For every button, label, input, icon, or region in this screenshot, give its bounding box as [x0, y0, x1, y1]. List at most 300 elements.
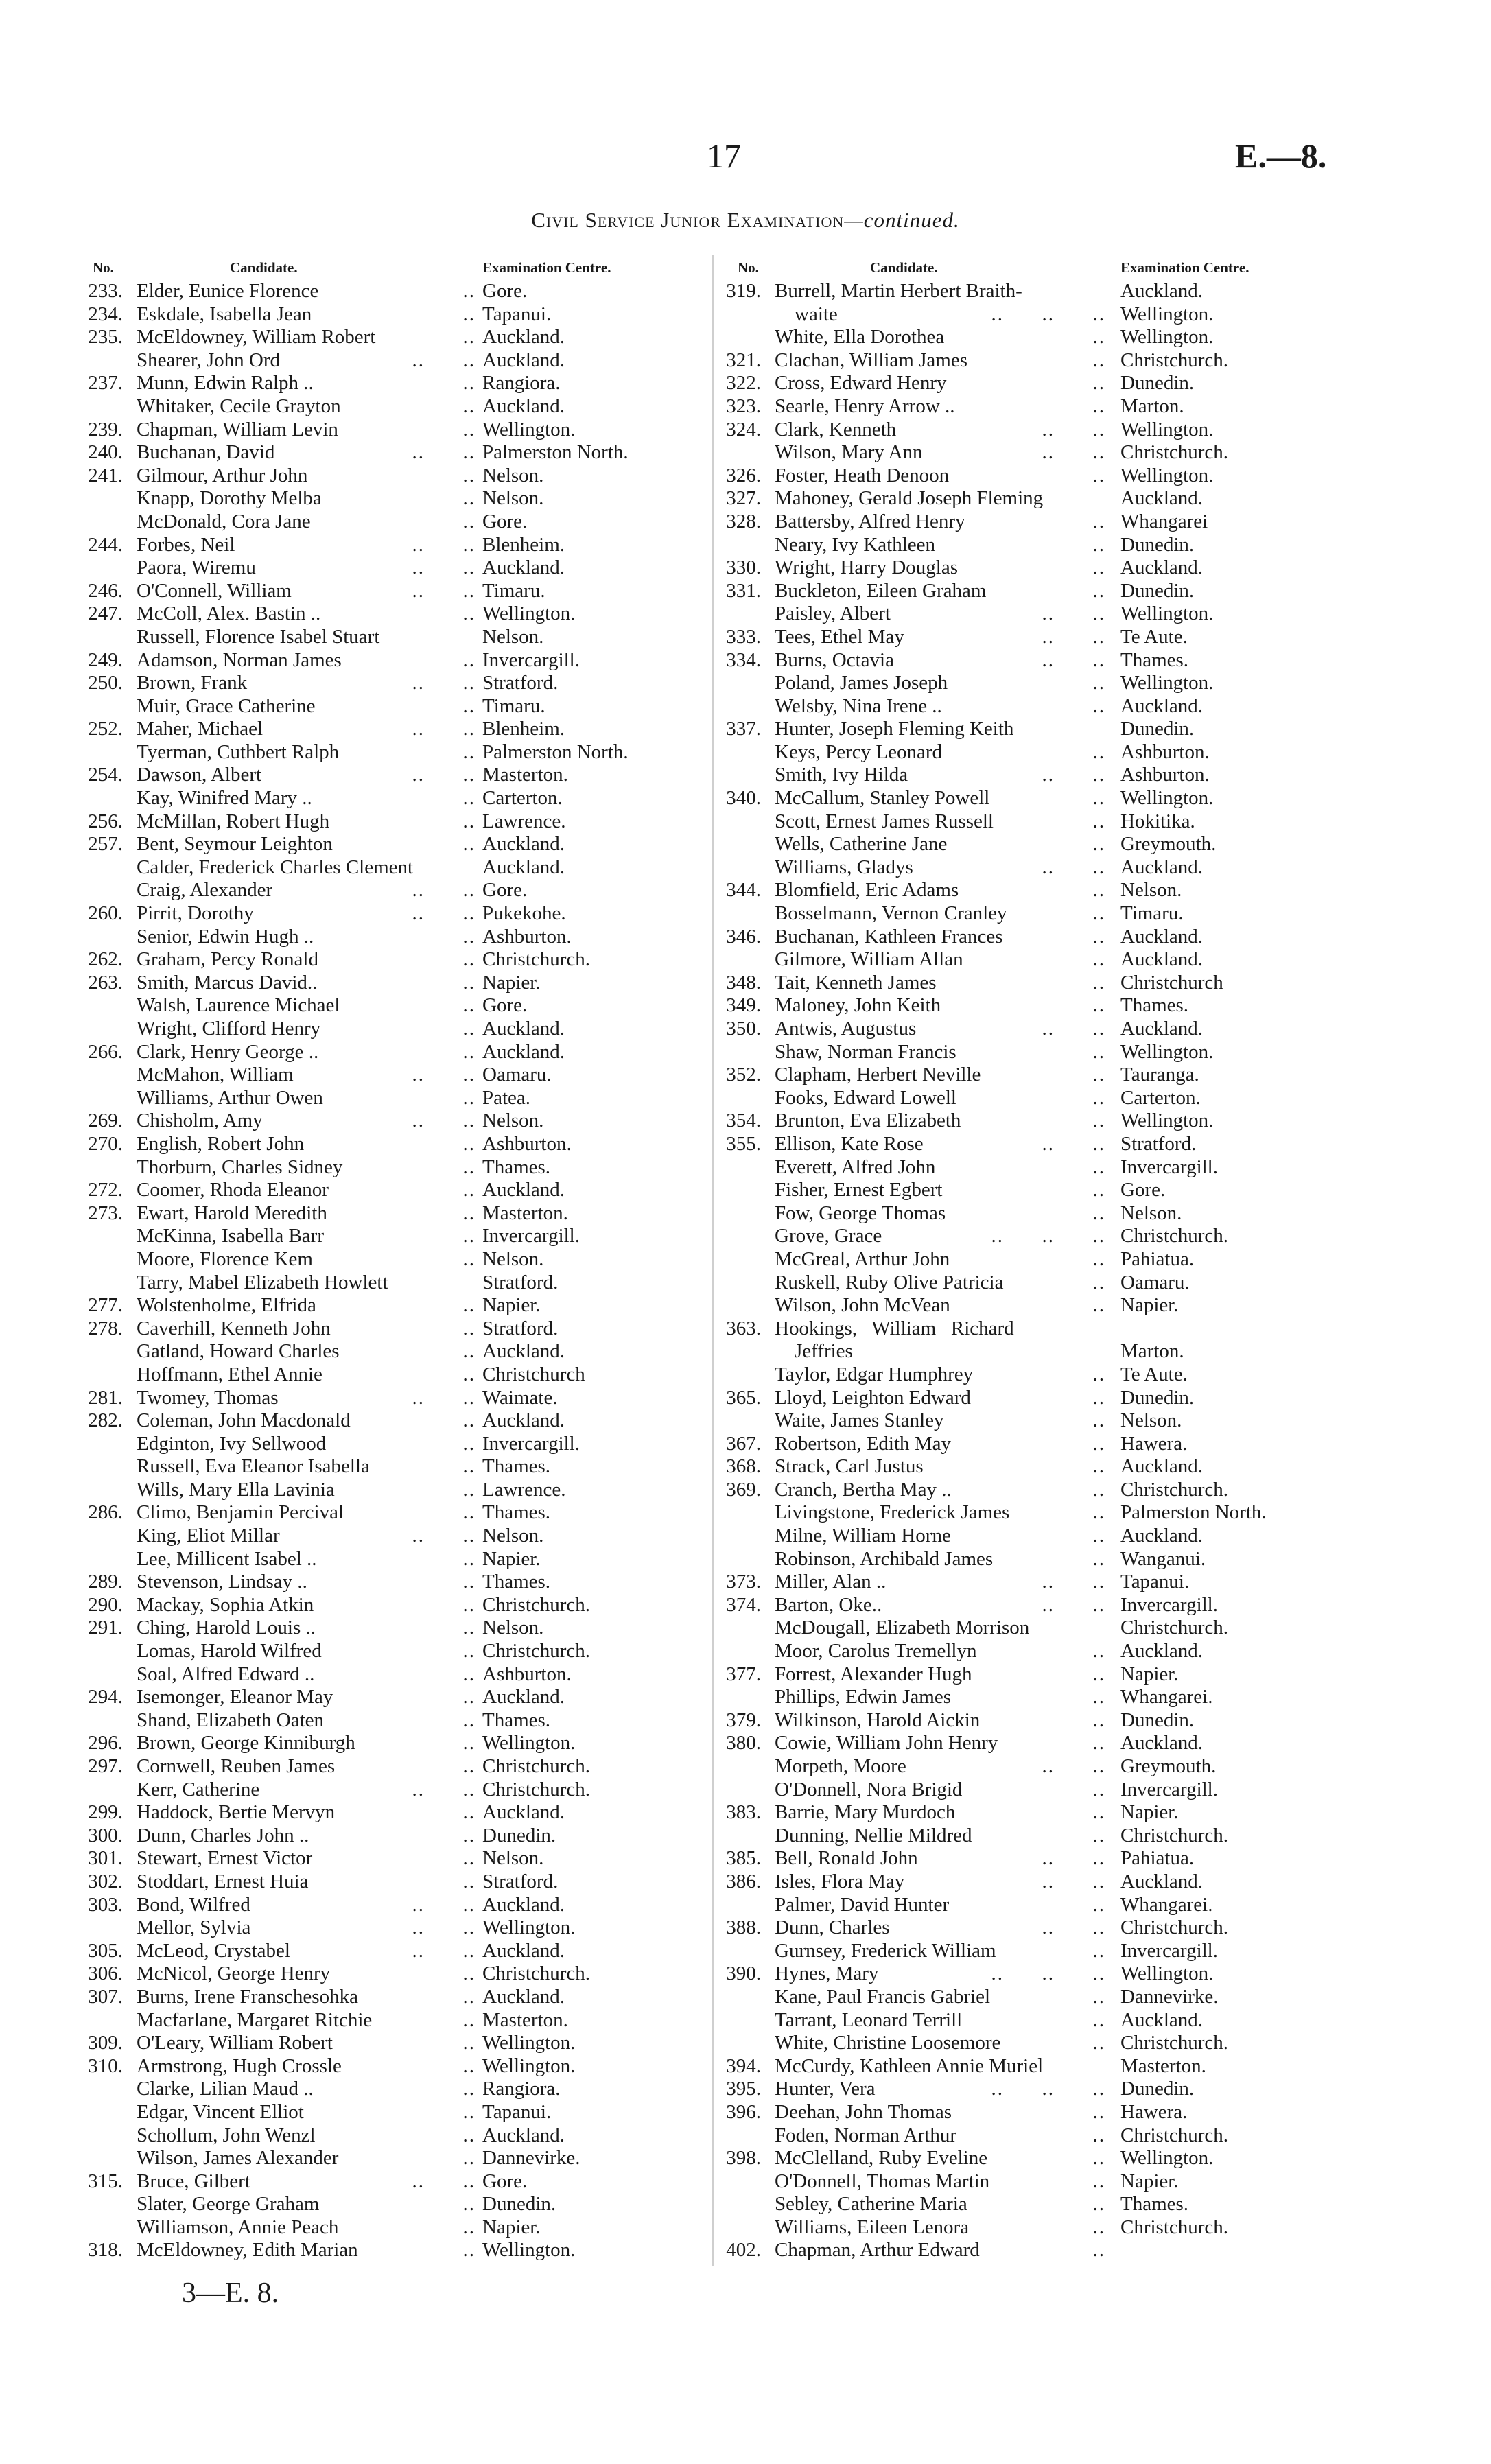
- leader-dots: .. .. ..: [991, 303, 1105, 325]
- candidate-name: McClelland, Ruby Eveline: [775, 2147, 988, 2170]
- table-row: [78, 1018, 679, 1041]
- candidate-name: Robinson, Archibald James: [775, 1547, 994, 1570]
- leader-dots: .. ..: [412, 349, 476, 371]
- candidate-name: McDougall, Elizabeth Morrison: [775, 1617, 1030, 1639]
- leader-dots: ..: [1092, 1201, 1105, 1224]
- candidate-number: 374.: [726, 1593, 761, 1616]
- leader-dots: ..: [1092, 2147, 1105, 2170]
- candidate-name: Whitaker, Cecile Grayton: [137, 395, 341, 417]
- leader-dots: ..: [1092, 1386, 1105, 1409]
- examination-centre: Wellington.: [1120, 418, 1214, 441]
- candidate-name: Burrell, Martin Herbert Braith-: [775, 280, 1022, 302]
- candidate-number: 344.: [726, 879, 761, 902]
- candidate-number: 350.: [726, 1018, 761, 1040]
- candidate-number: 300.: [88, 1824, 123, 1846]
- candidate-number: 273.: [88, 1201, 123, 1224]
- leader-dots: .. ..: [1042, 1132, 1105, 1155]
- leader-dots: .. ..: [412, 1386, 476, 1409]
- candidate-name: Buchanan, Kathleen Frances: [775, 925, 1003, 948]
- candidate-number: 390.: [726, 1962, 761, 1985]
- leader-dots: ..: [462, 1571, 476, 1593]
- candidate-number: 396.: [726, 2100, 761, 2123]
- leader-dots: .. ..: [412, 1893, 476, 1916]
- leader-dots: .. ..: [412, 1525, 476, 1547]
- candidate-name: Livingstone, Frederick James: [775, 1501, 1010, 1524]
- candidate-name: Kerr, Catherine: [137, 1778, 260, 1800]
- candidate-name: Hoffmann, Ethel Annie: [137, 1363, 322, 1385]
- table-row: [78, 1640, 679, 1663]
- examination-centre: Rangiora.: [482, 372, 561, 395]
- candidate-number: 319.: [726, 280, 761, 302]
- leader-dots: ..: [1092, 1663, 1105, 1685]
- leader-dots: .. ..: [1042, 764, 1105, 786]
- table-row: [723, 1202, 1356, 1225]
- leader-dots: ..: [1092, 1732, 1105, 1755]
- leader-dots: ..: [1092, 556, 1105, 579]
- examination-centre: Tapanui.: [1120, 1571, 1190, 1593]
- table-row: [78, 810, 679, 834]
- candidate-name: Battersby, Alfred Henry: [775, 510, 965, 532]
- table-row: [723, 487, 1356, 511]
- candidate-name: Gilmore, William Allan: [775, 948, 963, 971]
- examination-centre: Patea.: [482, 1086, 531, 1109]
- candidate-number: 348.: [726, 971, 761, 994]
- examination-centre: Timaru.: [482, 694, 545, 717]
- left-column: [78, 255, 679, 2262]
- examination-centre: Auckland.: [482, 326, 565, 349]
- candidate-name: Wright, Clifford Henry: [137, 1018, 321, 1040]
- examination-centre: Wanganui.: [1120, 1547, 1206, 1570]
- leader-dots: ..: [462, 740, 476, 763]
- table-row: [723, 1732, 1356, 1755]
- table-row: [723, 1248, 1356, 1271]
- table-row: [723, 1755, 1356, 1779]
- table-row: [723, 1686, 1356, 1709]
- leader-dots: ..: [462, 303, 476, 325]
- table-row: [723, 926, 1356, 949]
- candidate-name: Foden, Norman Arthur: [775, 2124, 956, 2146]
- examination-centre: Christchurch.: [482, 1640, 591, 1663]
- candidate-number: 301.: [88, 1847, 123, 1870]
- leader-dots: ..: [1092, 1709, 1105, 1731]
- candidate-name: Smith, Marcus David..: [137, 971, 318, 994]
- leader-dots: ..: [1092, 1409, 1105, 1432]
- leader-dots: .. ..: [412, 441, 476, 464]
- table-row: [723, 580, 1356, 603]
- candidate-name: Keys, Percy Leonard: [775, 740, 942, 763]
- leader-dots: ..: [1092, 1525, 1105, 1547]
- table-row: [78, 556, 679, 580]
- candidate-name: Tees, Ethel May: [775, 625, 904, 648]
- table-row: [723, 1133, 1356, 1156]
- leader-dots: .. .. ..: [991, 2078, 1105, 2100]
- examination-centre: Christchurch.: [1120, 1617, 1229, 1639]
- table-row: [78, 280, 679, 303]
- candidate-name: Wolstenholme, Elfrida: [137, 1294, 316, 1317]
- table-row: [78, 2193, 679, 2216]
- candidate-name: Caverhill, Kenneth John: [137, 1317, 331, 1339]
- table-row: [78, 626, 679, 649]
- examination-centre: Christchurch.: [1120, 1225, 1229, 1247]
- examination-centre: Auckland.: [482, 2124, 565, 2146]
- table-row: [78, 1110, 679, 1133]
- examination-centre: Nelson.: [482, 1617, 544, 1639]
- candidate-number: 337.: [726, 718, 761, 740]
- examination-centre: Wellington.: [482, 2032, 576, 2054]
- table-row: [78, 1824, 679, 1848]
- table-row: [723, 1271, 1356, 1295]
- table-row: [78, 511, 679, 534]
- table-row: [723, 787, 1356, 810]
- table-row: [723, 764, 1356, 787]
- table-row: [78, 419, 679, 442]
- examination-centre: Auckland.: [482, 1018, 565, 1040]
- table-row: [78, 602, 679, 626]
- leader-dots: ..: [462, 1040, 476, 1063]
- candidate-name: Chisholm, Amy: [137, 1110, 263, 1132]
- candidate-name: Burns, Irene Franschesohka: [137, 1985, 358, 2008]
- table-row: [723, 948, 1356, 972]
- table-row: [78, 672, 679, 695]
- table-row: [723, 972, 1356, 995]
- leader-dots: .. .. ..: [991, 1962, 1105, 1985]
- candidate-name: Bell, Ronald John: [775, 1847, 918, 1870]
- table-row: [723, 1433, 1356, 1456]
- candidate-name: Taylor, Edgar Humphrey: [775, 1363, 974, 1385]
- table-row: [723, 2216, 1356, 2240]
- candidate-name: Williams, Eileen Lenora: [775, 2216, 970, 2238]
- candidate-name: Maloney, John Keith: [775, 994, 941, 1017]
- table-row: [723, 1824, 1356, 1848]
- candidate-name: Shearer, John Ord: [137, 349, 281, 371]
- candidate-name: Burns, Octavia: [775, 648, 894, 671]
- candidate-number: 383.: [726, 1801, 761, 1824]
- candidate-number: 233.: [88, 280, 123, 302]
- examination-centre: Wellington.: [1120, 326, 1214, 349]
- examination-centre: Christchurch.: [482, 1778, 591, 1800]
- examination-centre: Wellington.: [1120, 602, 1214, 625]
- header-centre: Examination Centre.: [1120, 259, 1249, 276]
- leader-dots: .. ..: [1042, 648, 1105, 671]
- leader-dots: ..: [1092, 1363, 1105, 1385]
- table-row: [78, 1340, 679, 1363]
- examination-centre: Auckland.: [1120, 1455, 1203, 1478]
- examination-centre: Dunedin.: [1120, 718, 1195, 740]
- candidate-name: King, Eliot Millar: [137, 1525, 280, 1547]
- candidate-name: Brunton, Eva Elizabeth: [775, 1110, 961, 1132]
- table-row: [78, 1870, 679, 1894]
- candidate-number: 367.: [726, 1432, 761, 1455]
- candidate-name: Chapman, Arthur Edward: [775, 2239, 980, 2262]
- candidate-name: Thorburn, Charles Sidney: [137, 1155, 343, 1178]
- examination-centre: Christchurch.: [482, 948, 591, 971]
- leader-dots: ..: [462, 326, 476, 349]
- leader-dots: ..: [1092, 1801, 1105, 1824]
- candidate-name: Craig, Alexander: [137, 879, 273, 902]
- examination-centre: Lawrence.: [482, 1478, 566, 1501]
- examination-centre: Pahiatua.: [1120, 1847, 1195, 1870]
- examination-centre: Auckland.: [1120, 2008, 1203, 2031]
- candidate-number: 299.: [88, 1801, 123, 1824]
- examination-centre: Wellington.: [1120, 2147, 1214, 2170]
- candidate-number: 234.: [88, 303, 123, 325]
- leader-dots: .. ..: [412, 556, 476, 579]
- candidate-number: 309.: [88, 2032, 123, 2054]
- examination-centre: Nelson.: [482, 1847, 544, 1870]
- examination-centre: Timaru.: [1120, 902, 1184, 925]
- candidate-name: Elder, Eunice Florence: [137, 280, 319, 302]
- candidate-number: 369.: [726, 1478, 761, 1501]
- footer-signature: 3—E. 8.: [182, 2277, 279, 2309]
- table-row: [78, 2147, 679, 2170]
- examination-centre: Pukekohe.: [482, 902, 566, 925]
- table-row: [723, 349, 1356, 373]
- candidate-name: Clarke, Lilian Maud ..: [137, 2078, 314, 2100]
- candidate-number: 290.: [88, 1593, 123, 1616]
- candidate-name: Cowie, William John Henry: [775, 1732, 998, 1755]
- candidate-name: White, Ella Dorothea: [775, 326, 945, 349]
- table-row: [78, 1663, 679, 1687]
- examination-centre: Marton.: [1120, 1340, 1184, 1363]
- examination-centre: Thames.: [1120, 2193, 1189, 2216]
- candidate-number: 363.: [726, 1317, 761, 1339]
- candidate-name: McMillan, Robert Hugh: [137, 810, 330, 832]
- candidate-number: 266.: [88, 1040, 123, 1063]
- examination-centre: Wellington.: [482, 1916, 576, 1939]
- candidate-number: 249.: [88, 648, 123, 671]
- header-candidate: Candidate.: [230, 259, 298, 276]
- candidate-name: Paisley, Albert: [775, 602, 891, 625]
- candidate-number: 324.: [726, 418, 761, 441]
- candidate-number: 289.: [88, 1571, 123, 1593]
- table-row: [78, 1755, 679, 1779]
- examination-centre: Napier.: [482, 2216, 541, 2238]
- leader-dots: ..: [462, 602, 476, 625]
- examination-centre: Auckland.: [482, 1340, 565, 1363]
- candidate-name: Hynes, Mary: [775, 1962, 879, 1985]
- candidate-number: 310.: [88, 2054, 123, 2077]
- leader-dots: ..: [462, 2054, 476, 2077]
- examination-centre: Christchurch.: [1120, 1824, 1229, 1846]
- examination-centre: Christchurch.: [1120, 1478, 1229, 1501]
- page-subtitle: [0, 208, 1491, 233]
- candidate-number: 398.: [726, 2147, 761, 2170]
- candidate-name: Bruce, Gilbert: [137, 2170, 250, 2192]
- table-row: [723, 1571, 1356, 1594]
- leader-dots: ..: [1092, 2124, 1105, 2146]
- leader-dots: .. ..: [1042, 1847, 1105, 1870]
- leader-dots: ..: [462, 1340, 476, 1363]
- candidate-name: Wilson, James Alexander: [137, 2147, 339, 2170]
- candidate-name: Barrie, Mary Murdoch: [775, 1801, 956, 1824]
- leader-dots: .. .. ..: [991, 1225, 1105, 1247]
- candidate-name: Mellor, Sylvia: [137, 1916, 251, 1939]
- leader-dots: .. ..: [1042, 1018, 1105, 1040]
- candidate-number: 277.: [88, 1294, 123, 1317]
- subtitle-main: Civil Service Junior Examination: [531, 208, 845, 232]
- candidate-name: Scott, Ernest James Russell: [775, 810, 994, 832]
- table-row: [723, 372, 1356, 395]
- leader-dots: .. ..: [412, 902, 476, 925]
- table-row: [78, 1779, 679, 1802]
- leader-dots: ..: [1092, 1179, 1105, 1201]
- candidate-name: Adamson, Norman James: [137, 648, 342, 671]
- leader-dots: ..: [1092, 1985, 1105, 2008]
- table-row: [723, 395, 1356, 419]
- candidate-number: 386.: [726, 1870, 761, 1892]
- table-row: [723, 1294, 1356, 1317]
- leader-dots: ..: [1092, 1778, 1105, 1800]
- table-row: [78, 395, 679, 419]
- examination-centre: Wellington.: [1120, 672, 1214, 694]
- table-row: [723, 1594, 1356, 1617]
- examination-centre: Masterton.: [1120, 2054, 1206, 2077]
- candidate-name: Cornwell, Reuben James: [137, 1755, 336, 1777]
- candidate-name: Everett, Alfred John: [775, 1155, 936, 1178]
- table-row: [78, 1571, 679, 1594]
- examination-centre: Wellington.: [482, 2239, 576, 2262]
- candidate-name: Isemonger, Eleanor May: [137, 1686, 333, 1709]
- examination-centre: Palmerston North.: [482, 740, 629, 763]
- table-row: [78, 764, 679, 787]
- table-row: [78, 1732, 679, 1755]
- candidate-name: Williams, Arthur Owen: [137, 1086, 323, 1109]
- leader-dots: .. ..: [412, 764, 476, 786]
- candidate-name: Gurnsey, Frederick William: [775, 1939, 996, 1962]
- candidate-name: Buckleton, Eileen Graham: [775, 579, 987, 602]
- candidate-name: Edgar, Vincent Elliot: [137, 2100, 304, 2123]
- examination-centre: Auckland.: [482, 1985, 565, 2008]
- examination-centre: Wellington.: [482, 2054, 576, 2077]
- candidate-number: 321.: [726, 349, 761, 371]
- candidate-name: Jeffries: [775, 1340, 853, 1363]
- examination-centre: Wellington.: [1120, 787, 1214, 810]
- candidate-number: 402.: [726, 2239, 761, 2262]
- leader-dots: ..: [462, 925, 476, 948]
- examination-centre: Whangarei: [1120, 510, 1208, 532]
- candidate-name: Hunter, Joseph Fleming Keith: [775, 718, 1014, 740]
- leader-dots: ..: [1092, 2193, 1105, 2216]
- table-row: [78, 1709, 679, 1733]
- examination-centre: Dannevirke.: [1120, 1985, 1219, 2008]
- candidate-name: Twomey, Thomas: [137, 1386, 279, 1409]
- candidate-number: 260.: [88, 902, 123, 925]
- table-row: [723, 1801, 1356, 1824]
- candidate-name: Milne, William Horne: [775, 1525, 951, 1547]
- examination-centre: Auckland.: [1120, 948, 1203, 971]
- candidate-number: 296.: [88, 1732, 123, 1755]
- leader-dots: ..: [462, 1640, 476, 1663]
- leader-dots: ..: [462, 1870, 476, 1892]
- leader-dots: .. ..: [1042, 1571, 1105, 1593]
- examination-centre: Dunedin.: [482, 1824, 556, 1846]
- examination-centre: Palmerston North.: [1120, 1501, 1267, 1524]
- candidate-name: Lee, Millicent Isabel ..: [137, 1547, 317, 1570]
- table-row: [78, 487, 679, 511]
- leader-dots: ..: [462, 1962, 476, 1985]
- leader-dots: ..: [462, 1317, 476, 1339]
- candidate-name: Hunter, Vera: [775, 2078, 876, 2100]
- examination-centre: Wellington.: [1120, 1040, 1214, 1063]
- leader-dots: ..: [1092, 1294, 1105, 1317]
- table-row: [78, 1225, 679, 1248]
- table-row: [723, 1709, 1356, 1733]
- candidate-name: Chapman, William Levin: [137, 418, 338, 441]
- examination-centre: Auckland.: [1120, 1018, 1203, 1040]
- examination-centre: Nelson.: [482, 487, 544, 510]
- candidate-name: Wilson, John McVean: [775, 1294, 950, 1317]
- table-row: [78, 948, 679, 972]
- candidate-name: Knapp, Dorothy Melba: [137, 487, 322, 510]
- subtitle-suffix: —continued.: [844, 208, 960, 232]
- leader-dots: ..: [1092, 1893, 1105, 1916]
- candidate-name: Robertson, Edith May: [775, 1432, 951, 1455]
- leader-dots: ..: [1092, 879, 1105, 902]
- candidate-number: 256.: [88, 810, 123, 832]
- examination-centre: Auckland.: [482, 856, 565, 878]
- leader-dots: ..: [462, 1985, 476, 2008]
- leader-dots: ..: [462, 1294, 476, 1317]
- table-row: [723, 879, 1356, 902]
- examination-centre: Thames.: [482, 1571, 551, 1593]
- examination-centre: Napier.: [1120, 1663, 1179, 1685]
- leader-dots: ..: [462, 1617, 476, 1639]
- leader-dots: ..: [462, 2078, 476, 2100]
- candidate-name: Brown, Frank: [137, 672, 248, 694]
- table-row: [723, 2101, 1356, 2124]
- examination-centre: Carterton.: [482, 787, 563, 810]
- candidate-name: McCurdy, Kathleen Annie Muriel: [775, 2054, 1044, 2077]
- table-row: [723, 1663, 1356, 1687]
- candidate-name: Welsby, Nina Irene ..: [775, 694, 942, 717]
- examination-centre: Auckland.: [1120, 856, 1203, 878]
- candidate-number: 240.: [88, 441, 123, 464]
- candidate-name: Buchanan, David: [137, 441, 275, 464]
- examination-centre: Dunedin.: [1120, 2078, 1195, 2100]
- examination-centre: Christchurch.: [1120, 441, 1229, 464]
- examination-centre: Oamaru.: [1120, 1271, 1190, 1293]
- candidate-name: Clapham, Herbert Neville: [775, 1064, 981, 1086]
- leader-dots: ..: [1092, 1455, 1105, 1478]
- table-row: [723, 649, 1356, 672]
- candidate-number: 272.: [88, 1179, 123, 1201]
- table-row: [78, 2124, 679, 2148]
- table-row: [723, 1110, 1356, 1133]
- candidate-name: Fisher, Ernest Egbert: [775, 1179, 943, 1201]
- table-row: [78, 1686, 679, 1709]
- leader-dots: ..: [462, 1155, 476, 1178]
- column-divider: [712, 255, 714, 2266]
- candidate-name: Tyerman, Cuthbert Ralph: [137, 740, 340, 763]
- table-row: [78, 372, 679, 395]
- leader-dots: ..: [462, 1478, 476, 1501]
- leader-dots: ..: [462, 1755, 476, 1777]
- leader-dots: ..: [1092, 925, 1105, 948]
- candidate-name: Slater, George Graham: [137, 2193, 320, 2216]
- leader-dots: ..: [462, 994, 476, 1017]
- candidate-number: 323.: [726, 395, 761, 417]
- examination-centre: Auckland.: [1120, 487, 1203, 510]
- candidate-name: Fooks, Edward Lowell: [775, 1086, 956, 1109]
- candidate-name: Ewart, Harold Meredith: [137, 1201, 327, 1224]
- examination-centre: Christchurch.: [1120, 2124, 1229, 2146]
- table-row: [723, 1179, 1356, 1202]
- leader-dots: ..: [462, 2193, 476, 2216]
- leader-dots: ..: [462, 2100, 476, 2123]
- candidate-name: Maher, Michael: [137, 718, 263, 740]
- leader-dots: ..: [462, 2216, 476, 2238]
- candidate-name: Clark, Kenneth: [775, 418, 897, 441]
